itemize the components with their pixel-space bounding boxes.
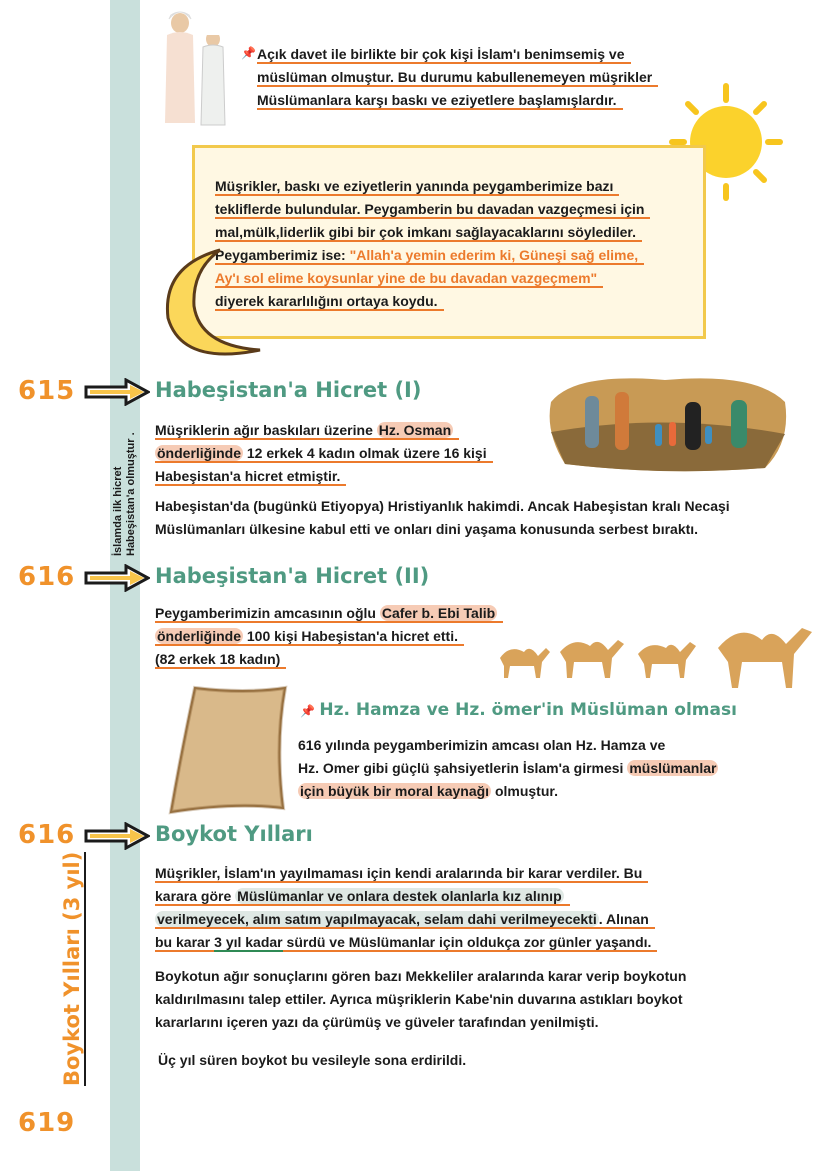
text-segment: müslüman olmuştur. Bu durumu kabullenemeyen müşrikler <box>257 69 653 85</box>
line-content <box>155 605 503 623</box>
line-content <box>257 92 623 110</box>
hamza-heading <box>300 700 737 720</box>
highlighted-text: müslümanlar <box>629 760 717 776</box>
line-content <box>155 968 686 984</box>
section-text <box>155 420 493 489</box>
line-content <box>298 737 665 753</box>
section-text <box>298 735 718 804</box>
highlighted-text: 3 yıl kadar <box>214 934 283 950</box>
text-line <box>298 781 718 804</box>
section-text <box>155 863 657 955</box>
boycott-years-label: Boykot Yılları (3 yıl) <box>60 851 84 1086</box>
text-line <box>155 626 503 649</box>
section-title: Boykot Yılları <box>155 822 313 846</box>
line-content <box>155 934 657 952</box>
text-segment: Hz. Omer gibi güçlü şahsiyetlerin İslam'a girmesi <box>298 760 628 776</box>
highlighted-text: Hz. Osman <box>378 422 452 438</box>
text-segment: Habeşistan'da (bugünkü Etiyopya) Hristiyanlık hakimdi. Ancak Habeşistan kralı Necaşi <box>155 498 730 514</box>
migration-illustration <box>545 372 791 472</box>
section-extra-text <box>155 966 686 1035</box>
text-segment: Müslümanlara karşı baskı ve eziyetlere başlamışlardır. <box>257 92 617 108</box>
moon-icon <box>160 246 270 368</box>
text-segment: Müşriklerin ağır baskıları üzerine <box>155 422 377 438</box>
intro-paragraph <box>243 44 658 113</box>
year-616-boycott: 616 <box>18 820 76 850</box>
line-content <box>155 888 570 906</box>
text-line <box>155 443 493 466</box>
text-line <box>155 466 493 489</box>
arrow-right-icon <box>84 564 150 592</box>
line-content <box>155 521 698 537</box>
line-content <box>155 445 493 463</box>
text-segment: Müslümanları ülkesine kabul etti ve onları dini yaşama konusunda serbest bıraktı. <box>155 521 699 537</box>
text-segment: kararlarını içeren yazı da çürümüş ve güveler tarafından yenilmişti. <box>155 1014 599 1030</box>
text-line <box>215 199 650 222</box>
text-segment: . Alınan <box>598 911 649 927</box>
section-title: Habeşistan'a Hicret (I) <box>155 378 422 402</box>
text-segment: Peygamberimizin amcasının oğlu <box>155 605 380 621</box>
text-line <box>215 222 650 245</box>
line-content <box>257 46 631 64</box>
highlighted-text: Ay'ı sol elime koysunlar yine de bu davadan vazgeçmem" <box>215 270 598 286</box>
line-content <box>155 651 286 669</box>
text-line <box>155 1012 686 1035</box>
year-619: 619 <box>18 1108 76 1138</box>
text-segment: Peygamberimiz ise: <box>215 247 350 263</box>
year-615: 615 <box>18 376 76 406</box>
note-line: Habeşistan'a olmuştur . <box>125 432 137 556</box>
text-segment: Açık davet ile birlikte bir çok kişi İslam'ı benimsemiş ve <box>257 46 625 62</box>
text-segment: diyerek kararlılığını ortaya koydu. <box>215 293 438 309</box>
highlighted-text: için büyük bir moral kaynağı <box>300 783 490 799</box>
text-segment: 12 erkek 4 kadın olmak üzere 16 kişi <box>243 445 487 461</box>
text-line <box>155 863 657 886</box>
line-content <box>155 498 730 514</box>
text-line <box>215 291 650 314</box>
text-line <box>155 966 686 989</box>
text-line <box>155 603 503 626</box>
line-content <box>155 422 459 440</box>
line-content <box>215 224 642 242</box>
text-segment: mal,mülk,liderlik gibi bir çok imkanı sağlayacaklarını söylediler. <box>215 224 636 240</box>
line-content <box>155 628 464 646</box>
line-content <box>215 201 650 219</box>
text-segment: tekliflerde bulundular. Peygamberin bu davadan vazgeçmesi için <box>215 201 645 217</box>
text-line <box>155 420 493 443</box>
line-content <box>155 991 682 1007</box>
text-segment: Habeşistan'a hicret etmiştir. <box>155 468 341 484</box>
text-line <box>215 176 650 199</box>
line-content <box>155 865 648 883</box>
highlighted-text: Cafer b. Ebi Talib <box>381 605 496 621</box>
pin-icon: 📌 <box>300 704 315 718</box>
text-line <box>155 519 730 542</box>
line-content <box>155 1014 599 1030</box>
section-text <box>155 603 503 672</box>
arrow-right-icon <box>84 378 150 406</box>
text-line <box>257 90 658 113</box>
section-title: Habeşistan'a Hicret (II) <box>155 564 430 588</box>
text-segment: (82 erkek 18 kadın) <box>155 651 281 667</box>
highlighted-text: "Allah'a yemin ederim ki, Güneşi sağ elime, <box>349 247 639 263</box>
text-line <box>155 496 730 519</box>
text-segment: 100 kişi Habeşistan'a hicret etti. <box>243 628 458 644</box>
note-line: İslamda ilk hicret <box>112 466 124 556</box>
section-extra-text <box>155 496 730 542</box>
highlighted-text: önderliğinde <box>157 445 241 461</box>
text-line <box>155 886 657 909</box>
text-line <box>298 735 718 758</box>
line-content <box>257 69 658 87</box>
quote-box-text <box>215 176 650 314</box>
text-line <box>155 909 657 932</box>
text-segment: Müşrikler, baskı ve eziyetlerin yanında peygamberimize bazı <box>215 178 614 194</box>
text-line <box>155 932 657 955</box>
text-line <box>215 245 650 268</box>
year-616: 616 <box>18 562 76 592</box>
highlighted-text: verilmeyecek, alım satım yapılmayacak, selam dahi verilmeyecekti <box>157 911 597 927</box>
text-line <box>155 989 686 1012</box>
line-content <box>215 247 644 265</box>
text-line <box>257 44 658 67</box>
camels-illustration <box>490 618 818 692</box>
timeline-note <box>112 432 138 556</box>
closing-text: Üç yıl süren boykot bu vesileyle sona erdirildi. <box>158 1052 467 1068</box>
line-content <box>215 178 619 196</box>
highlighted-text: önderliğinde <box>157 628 241 644</box>
text-line <box>155 649 503 672</box>
text-segment: bu karar <box>155 934 215 950</box>
highlighted-text: Müslümanlar ve onlara destek olanlarla kız alınıp <box>237 888 562 904</box>
text-segment: sürdü ve Müslümanlar için oldukça zor günler yaşandı. <box>282 934 652 950</box>
pin-icon: 📌 <box>241 46 256 60</box>
parchment-illustration <box>165 684 289 816</box>
line-content <box>155 911 655 929</box>
text-line <box>298 758 718 781</box>
line-content <box>298 783 558 799</box>
text-line <box>215 268 650 291</box>
section-title: Hz. Hamza ve Hz. ömer'in Müslüman olması <box>319 700 737 720</box>
line-content <box>298 760 718 776</box>
line-content <box>215 270 603 288</box>
text-segment: Müşrikler, İslam'ın yayılmaması için kendi aralarında bir karar verdiler. Bu <box>155 865 643 881</box>
text-segment: olmuştur. <box>491 783 558 799</box>
text-segment: Boykotun ağır sonuçlarını gören bazı Mekkeliler aralarında karar verip boykotun <box>155 968 687 984</box>
text-segment: kaldırılmasını talep ettiler. Ayrıca müşriklerin Kabe'nin duvarına astıkları boykot <box>155 991 683 1007</box>
text-line <box>257 67 658 90</box>
people-illustration <box>155 5 235 127</box>
text-segment: karara göre <box>155 888 236 904</box>
line-content <box>155 468 346 486</box>
arrow-right-icon <box>84 822 150 850</box>
text-segment: 616 yılında peygamberimizin amcası olan Hz. Hamza ve <box>298 737 666 753</box>
